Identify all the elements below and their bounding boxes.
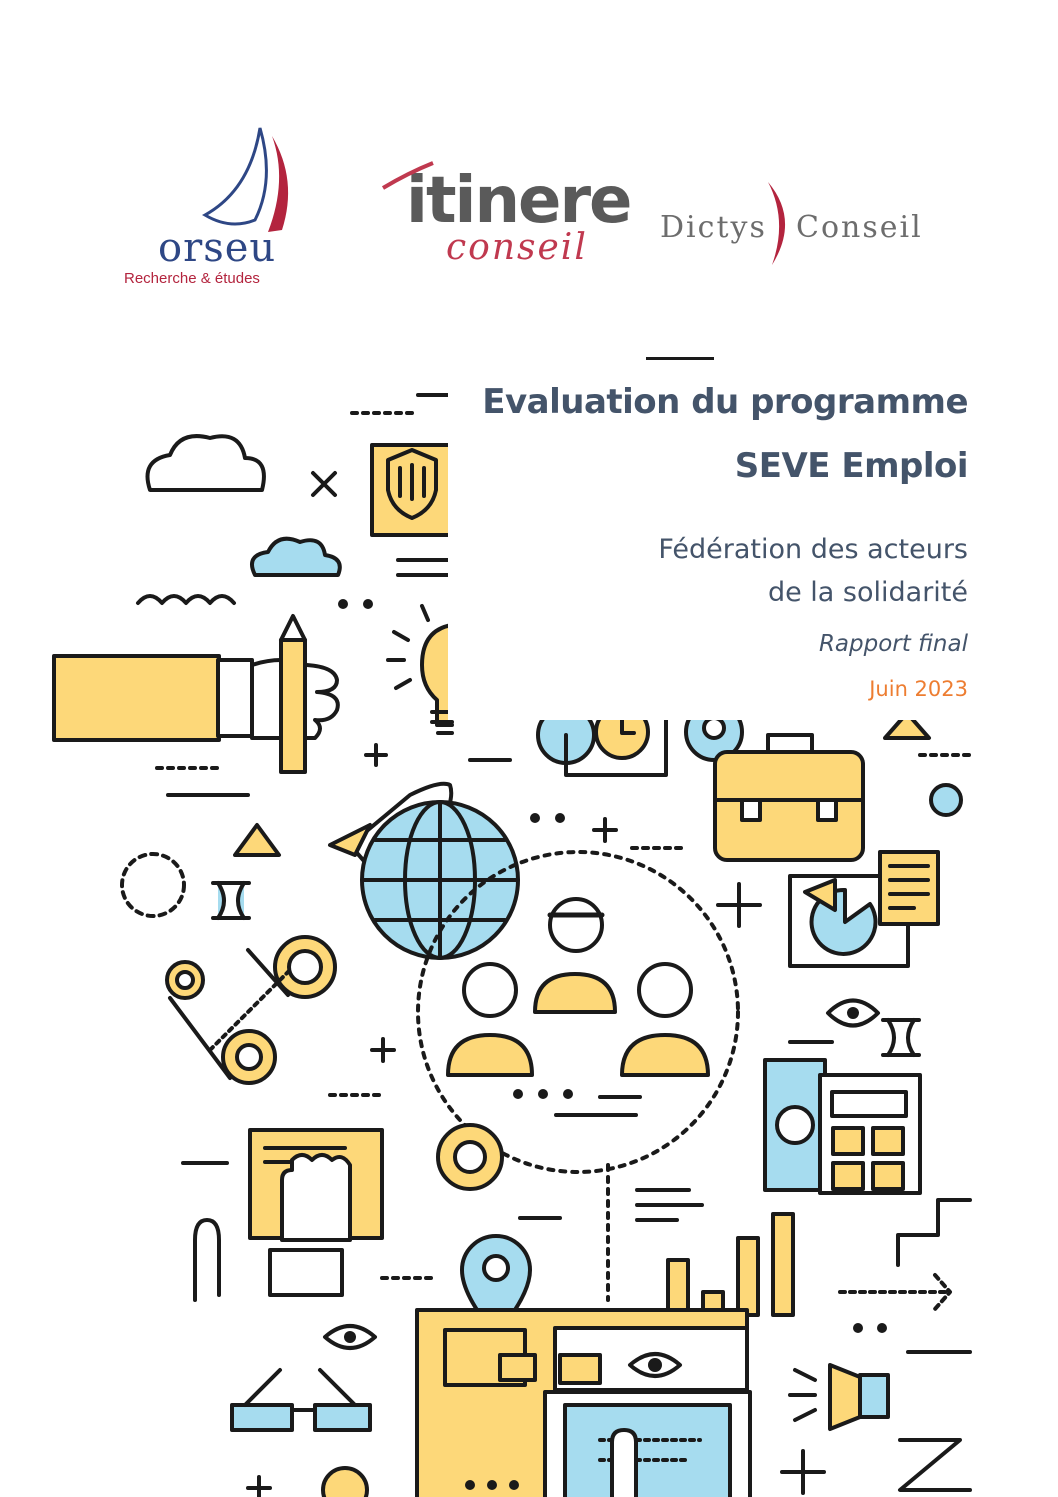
subtitle-line-2: de la solidarité [767, 577, 968, 608]
subtitle [448, 528, 968, 614]
title-line-1: Evaluation du programme [482, 382, 968, 422]
crescent-icon [760, 180, 800, 270]
briefcase-icon [715, 735, 863, 860]
megaphone-icon [790, 1365, 888, 1429]
calculator-icon [765, 1060, 920, 1193]
dictys-right: Conseil [796, 210, 923, 245]
cloud-small-icon [252, 539, 340, 575]
report-date: Juin 2023 [869, 677, 968, 701]
hourglass-icon [213, 883, 249, 918]
gear-icon [167, 937, 335, 1083]
swoosh-icon [378, 158, 438, 198]
cloud-icon [148, 436, 264, 490]
dictys-left: Dictys [660, 210, 767, 245]
arcs-icon [138, 596, 234, 603]
shield-icon [372, 445, 453, 575]
paperclip-icon [195, 1220, 219, 1300]
itinere-logo [378, 150, 631, 275]
title-line-2: SEVE Emploi [734, 446, 968, 486]
title-rule [646, 357, 714, 360]
orseu-tagline: Recherche & études [124, 270, 260, 287]
glasses-icon [232, 1370, 370, 1430]
dictys-logo [660, 180, 930, 270]
itinere-sub: conseil [446, 227, 588, 268]
lightbulb-icon [388, 606, 452, 733]
orseu-name: orseu [158, 225, 277, 271]
title-block [448, 370, 968, 720]
hand-document-icon [250, 1130, 382, 1295]
orseu-logo [120, 120, 300, 295]
hand-pencil-icon [54, 616, 338, 772]
globe-icon [362, 802, 518, 958]
itinere-name: itinere [406, 164, 631, 238]
close-icon [313, 473, 335, 495]
subtitle-line-1: Fédération des acteurs [658, 534, 968, 565]
report-type: Rapport final [818, 631, 968, 657]
